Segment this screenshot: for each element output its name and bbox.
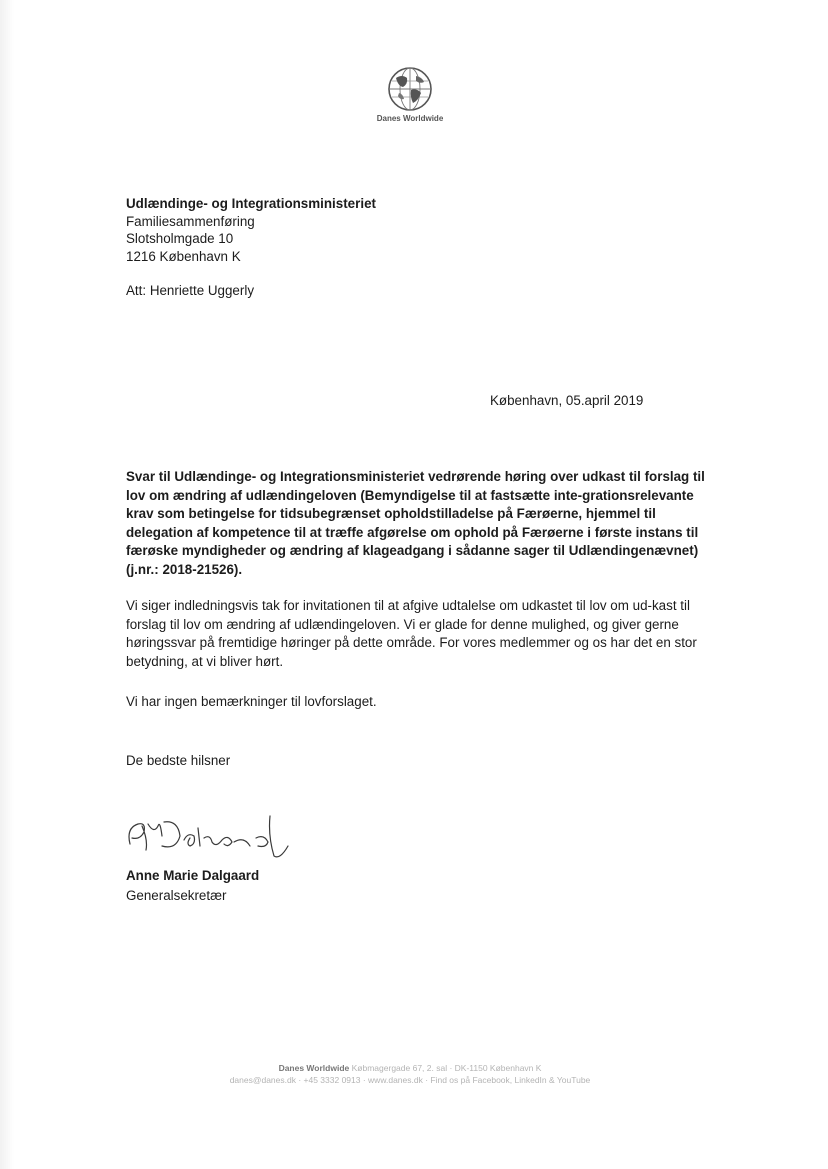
handwritten-signature bbox=[118, 806, 298, 866]
dateline: København, 05.april 2019 bbox=[490, 393, 644, 408]
logo-text: Danes Worldwide bbox=[376, 114, 444, 123]
subject-heading: Svar til Udlændinge- og Integrationsministeriet vedrørende høring over udkast til forslag til lov om ændring af udlændingeloven (Bemyndigelse til at fastsætte inte-grationsrelevante krav som betingelse for tidsubegrænset opholdstilladelse på Færøerne, hjemmel til delegation af kompetence til at træffe afgørelse om ophold på Færøerne i første instans til færøske myndigheder og ændring af klageadgang i sådanne sager til Udlændingenævnet) (j.nr.: 2018-21526). bbox=[126, 469, 705, 577]
logo bbox=[360, 66, 460, 123]
recipient-city: 1216 København K bbox=[126, 248, 241, 264]
body-paragraph-1: Vi siger indledningsvis tak for invitationen til at afgive udtalelse om udkastet til lov om ud-kast til forslag til lov om ændring af udlændingeloven. Vi er glade for denne mulighed, og giver gerne høringssvar på fremtidige høringer på dette område. For vores medlemmer og os har det en stor betydning, at vi bliver hørt. bbox=[126, 598, 697, 669]
footer-contact: danes@danes.dk · +45 3332 0913 · www.danes.dk · Find os på Facebook, LinkedIn & YouTube bbox=[229, 1075, 591, 1085]
signer-name: Anne Marie Dalgaard bbox=[126, 868, 260, 883]
signer-block bbox=[126, 866, 259, 906]
body-paragraph-2: Vi har ingen bemærkninger til lovforslaget. bbox=[126, 694, 377, 709]
closing-line: De bedste hilsner bbox=[126, 753, 231, 768]
footer-line-1 bbox=[150, 1062, 670, 1074]
globe-icon bbox=[387, 66, 433, 112]
recipient-address bbox=[126, 195, 376, 265]
footer-brand: Danes Worldwide bbox=[278, 1063, 350, 1073]
attention-line: Att: Henriette Uggerly bbox=[126, 283, 255, 298]
footer-address: Købmagergade 67, 2. sal · DK-1150 København K bbox=[351, 1063, 542, 1073]
recipient-street: Slotsholmgade 10 bbox=[126, 231, 234, 246]
recipient-department: Familiesammenføring bbox=[126, 213, 255, 229]
footer bbox=[150, 1062, 670, 1086]
signer-title: Generalsekretær bbox=[126, 888, 227, 903]
scan-edge bbox=[0, 0, 14, 1169]
recipient-organization: Udlændinge- og Integrationsministeriet bbox=[126, 196, 376, 211]
